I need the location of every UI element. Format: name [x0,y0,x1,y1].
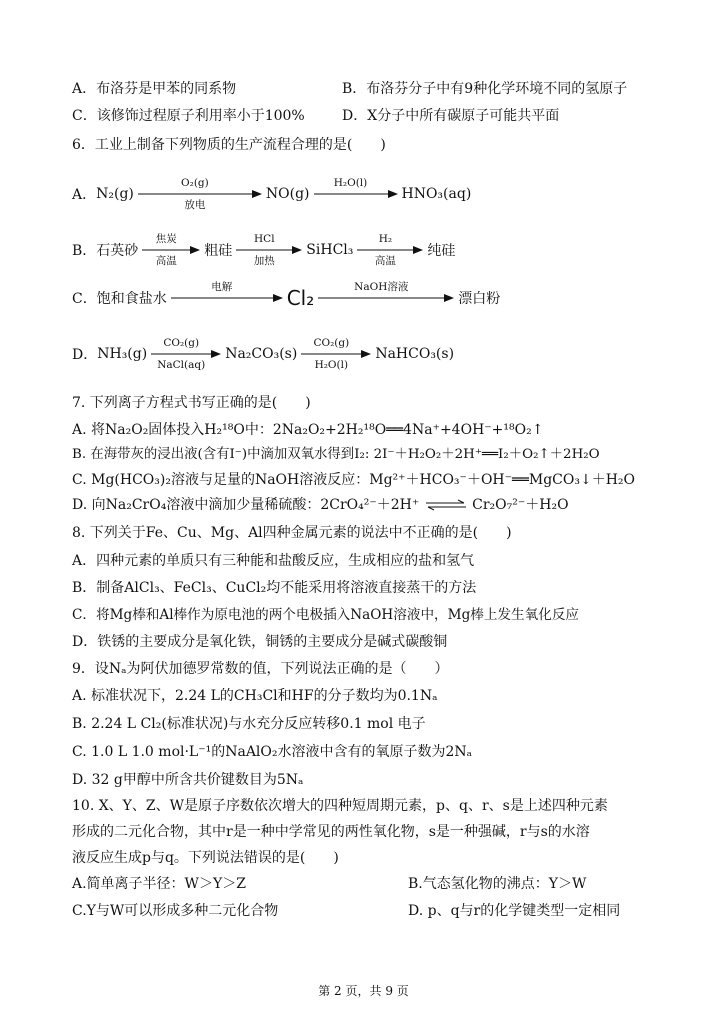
q6-b-arrow3 [357,228,423,272]
q6-a-arrow2-top: H₂O(l) [333,177,368,189]
q6-a-arrow1-bot: 放电 [184,199,206,211]
q6-option-d[interactable] [72,332,454,376]
q7-option-c[interactable]: C. Mg(HCO₃)₂溶液与足量的NaOH溶液反应：Mg²⁺＋HCO₃⁻＋OH⁻══MgCO₃↓＋H₂O [72,472,636,488]
q9-option-d[interactable]: D. 32 g甲醇中所含共价键数目为5Nₐ [72,772,304,788]
q6-c-arrow1 [171,276,283,320]
q6-a-arrow1 [138,172,262,216]
q6-d-arrow2 [301,332,371,376]
q6-c-arrow1-top: 电解 [211,281,233,293]
q6-option-b[interactable] [72,228,455,272]
q6-d-arrow1-bot: NaCl(aq) [157,359,206,371]
q8-option-c[interactable]: C．将Mg棒和Al棒作为原电池的两个电极插入NaOH溶液中，Mg棒上发生氧化反应 [72,607,580,623]
q6-c-s3: 漂白粉 [458,291,501,307]
q9-stem: 9．设Nₐ为阿伏加德罗常数的值，下列说法正确的是（ ） [72,661,449,677]
q5-row-ab [72,79,667,99]
q6-a-label: A． [72,187,97,203]
q6-b-arrow3-bot: 高温 [374,255,396,267]
q6-d-s2: Na₂CO₃(s) [225,346,298,362]
q5-option-d[interactable]: D．X分子中所有碳原子可能共平面 [342,108,560,124]
q7-stem: 7. 下列离子方程式书写正确的是( ) [72,395,311,411]
q6-b-arrow1-top: 焦炭 [155,233,177,245]
q6-d-s1: NH₃(g) [97,346,148,362]
equilibrium-arrow-icon [424,499,468,511]
q6-c-arrow2-top: NaOH溶液 [354,281,409,293]
q6-d-label: D． [72,347,98,363]
q7-option-d-left: D. 向Na₂CrO₄溶液中滴加少量稀硫酸：2CrO₄²⁻＋2H⁺ [72,497,420,513]
q9-option-c[interactable]: C. 1.0 L 1.0 mol·L⁻¹的NaAlO₂水溶液中含有的氧原子数为2Nₐ [72,744,473,760]
q6-b-s2: 粗硅 [204,243,233,259]
q6-a-arrow1-top: O₂(g) [181,177,209,189]
q6-d-arrow2-bot: H₂O(l) [314,359,349,371]
q6-a-s1: N₂(g) [96,186,134,202]
q6-option-a[interactable] [72,172,471,216]
q6-a-arrow2 [314,172,398,216]
q6-d-arrow2-top: CO₂(g) [313,337,350,349]
q10-stem-line2: 形成的二元化合物，其中r是一种中学常见的两性氧化物，s是一种强碱，r与s的水溶 [72,824,590,840]
q6-d-s3: NaHCO₃(s) [375,346,455,362]
q6-b-arrow1 [142,228,200,272]
q6-a-s2: NO(g) [265,186,310,202]
q7-option-a[interactable]: A. 将Na₂O₂固体投入H₂¹⁸O中：2Na₂O₂+2H₂¹⁸O══4Na⁺+4OH⁻+¹⁸O₂↑ [72,422,544,438]
q10-stem-line3: 液反应生成p与q。下列说法错误的是( ) [72,850,339,866]
q10-row-cd [72,901,667,921]
q7-option-b[interactable]: B. 在海带灰的浸出液(含有I⁻)中滴加双氧水得到I₂: 2I⁻＋H₂O₂＋2H⁺══I₂＋O₂↑＋2H₂O [72,447,600,462]
q6-option-c[interactable] [72,276,500,320]
q9-option-b[interactable]: B. 2.24 L Cl₂(标准状况)与水充分反应转移0.1 mol 电子 [72,716,426,732]
q6-b-arrow2-bot: 加热 [253,255,275,267]
q6-c-s2: Cl₂ [286,286,315,310]
q8-option-d[interactable]: D．铁锈的主要成分是氧化铁，铜锈的主要成分是碱式碳酸铜 [72,634,448,650]
q6-stem: 6．工业上制备下列物质的生产流程合理的是( ) [72,137,386,153]
q7-option-d[interactable] [72,495,667,515]
q6-c-arrow2 [318,276,454,320]
q6-b-arrow2 [236,228,302,272]
q6-c-s1: 饱和食盐水 [96,291,167,307]
q6-b-s3: SiHCl₃ [306,242,354,258]
q6-b-arrow1-bot: 高温 [155,255,177,267]
q8-option-a[interactable]: A．四种元素的单质只有三种能和盐酸反应，生成相应的盐和氢气 [72,553,475,569]
q10-row-ab [72,874,667,894]
q9-option-a[interactable]: A. 标准状况下，2.24 L的CH₃Cl和HF的分子数均为0.1Nₐ [72,688,438,704]
q6-b-s1: 石英砂 [96,243,139,259]
q5-option-c[interactable]: C．该修饰过程原子利用率小于100% [72,108,305,124]
arrow-right-icon [318,292,454,304]
q10-option-d[interactable]: D. p、q与r的化学键类型一定相同 [408,903,621,919]
q6-c-label: C． [72,291,97,307]
arrow-right-icon [314,188,398,200]
q10-stem-line1: 10. X、Y、Z、W是原子序数依次增大的四种短周期元素，p、q、r、s是上述四种元素 [72,798,608,814]
q6-b-arrow2-top: HCl [254,233,275,245]
q10-option-b[interactable]: B.气态氢化物的沸点：Y＞W [408,876,587,892]
q5-option-b[interactable]: B．布洛芬分子中有9种化学环境不同的氢原子 [342,81,628,97]
page-footer: 第 2 页，共 9 页 [318,984,409,998]
q10-option-c[interactable]: C.Y与W可以形成多种二元化合物 [72,903,279,919]
q6-a-s3: HNO₃(aq) [401,186,472,202]
q6-b-arrow3-top: H₂ [378,233,393,245]
q8-stem: 8. 下列关于Fe、Cu、Mg、Al四种金属元素的说法中不正确的是( ) [72,525,512,541]
q6-b-s4: 纯硅 [427,243,456,259]
q8-option-b[interactable]: B．制备AlCl₃、FeCl₃、CuCl₂均不能采用将溶液直接蒸干的方法 [72,580,477,596]
q5-row-cd [72,106,667,126]
q6-d-arrow1-top: CO₂(g) [163,337,200,349]
q6-d-arrow1 [151,332,221,376]
q7-option-d-right: Cr₂O₇²⁻＋H₂O [472,497,569,513]
arrow-right-icon [171,292,283,304]
q5-option-a[interactable]: A．布洛芬是甲苯的同系物 [72,81,237,97]
q10-option-a[interactable]: A.简单离子半径：W＞Y＞Z [72,876,246,892]
q6-b-label: B． [72,243,97,259]
